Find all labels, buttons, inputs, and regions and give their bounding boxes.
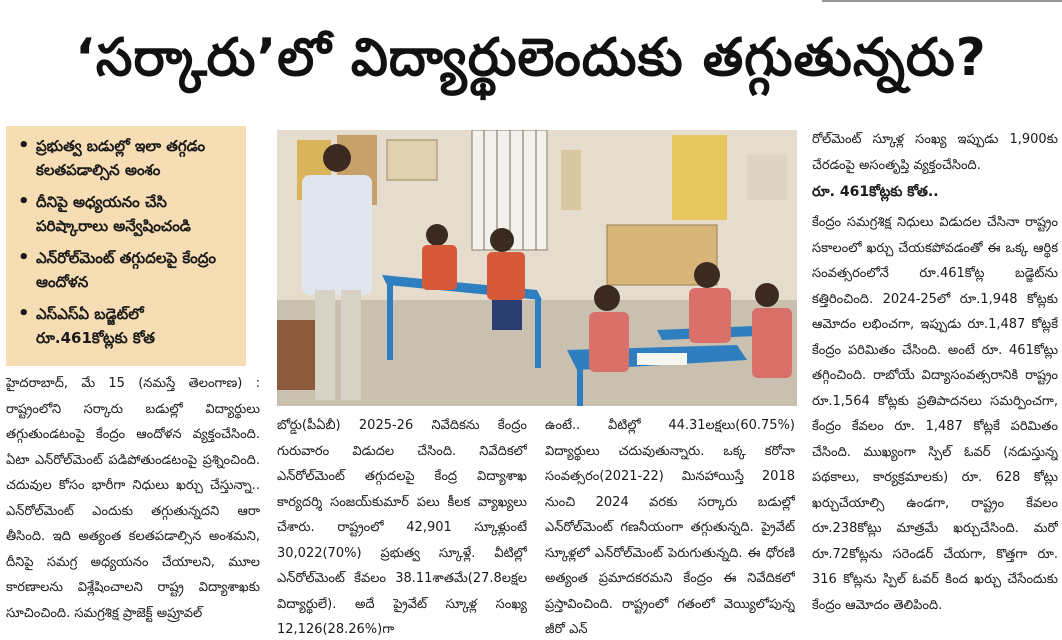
article-column-4-body xyxy=(812,210,1058,638)
article-column-2 xyxy=(277,413,527,639)
highlight-text: ఎన్‌రోల్‌మెంట్‌ తగ్గుదలపై కేంద్రం ఆందోళన xyxy=(36,249,216,291)
bullet-icon: • xyxy=(18,247,30,268)
bullet-icon: • xyxy=(18,191,30,212)
highlight-text: ప్రభుత్వ బడుల్లో ఇలా తగ్గడం కలతపడాల్సిన అంశం xyxy=(36,137,206,179)
highlights-box xyxy=(6,126,246,366)
classroom-photo xyxy=(277,130,797,406)
highlight-item xyxy=(16,134,238,182)
article-column-4-top xyxy=(812,127,1058,179)
article-column-3 xyxy=(545,413,795,639)
bullet-icon: • xyxy=(18,135,30,156)
highlight-item xyxy=(16,246,238,294)
article-paragraph: ఉంటే.. వీటిల్లో 44.31లక్షలు(60.75%) విద్యార్థులు చదువుతున్నారు. ఒక్క కరోనా సంవత్సరం(2021-22) మినహాయిస్తే 2018 నుంచి 2024 వరకు సర్కారు బడుల్లో ఎన్‌రోల్‌మెంట్‌ గణనీయంగా తగ్గుతున్నది. ప్రైవేట్‌ స్కూళ్లలో ఎన్‌రోల్‌మెంట్‌ పెరుగుతున్నది. ఈ ధోరణి అత్యంత ప్రమాదకరమని కేంద్రం ఈ నివేదికలో ప్రస్తావించింది. రాష్ట్రంలో గతంలో వెయ్యిలోపున్న జీరో ఎన్‌ xyxy=(545,418,795,637)
article-paragraph: హైదరాబాద్‌, మే 15 (నమస్తే తెలంగాణ) : రాష్ట్రంలోని సర్కారు బడుల్లో విద్యార్థులు తగ్గుతుండటంపై కేంద్రం ఆందోళన వ్యక్తంచేసింది. ఏటా ఎన్‌రోల్‌మెంట్‌ పడిపోతుండటంపై ప్రశ్నించింది. చదువుల కోసం భారీగా నిధులు ఖర్చు చేస్తున్నా.. ఎన్‌రోల్‌మెంట్‌ ఎందుకు తగ్గుతున్నదని ఆరా తీసింది. ఇది అత్యంత కలతపడాల్సిన అంశమని, దీనిపై సమగ్ర అధ్యయనం చేయాలని, మూల కారణాలను విశ్లేషించాలని రాష్ట్ర విద్యాశాఖకు సూచించింది. సమగ్రశిక్ష ప్రాజెక్ట్‌ అప్రూవల్‌ xyxy=(6,376,260,621)
article-paragraph: రోల్‌మెంట్‌ స్కూళ్ల సంఖ్య ఇప్పుడు 1,900కు చేరడంపై అసంతృప్తి వ్యక్తంచేసింది. xyxy=(812,132,1058,173)
article-column-1 xyxy=(6,371,260,639)
highlight-item xyxy=(16,302,238,350)
highlight-text: దీనిపై అధ్యయనం చేసి పరిష్కారాలు అన్వేషించండి xyxy=(36,193,191,235)
headline: ‘సర్కారు’లో విద్యార్థులెందుకు తగ్గుతున్నరు? xyxy=(75,28,987,88)
highlight-text: ఎస్‌ఎస్‌ఏ బడ్జెట్‌లో రూ.461కోట్లకు కోత xyxy=(36,305,155,347)
article-paragraph: కేంద్రం సమగ్రశిక్ష నిధులు విడుదల చేసినా రాష్ట్రం సకాలంలో ఖర్చు చేయకపోవడంతో ఈ ఒక్క ఆర్థిక సంవత్సరంలోనే రూ.461కోట్ల బడ్జెట్‌ను కత్తిరించింది. 2024-25లో రూ.1,948 కోట్లకు ఆమోదం లభించగా, ఇప్పుడు రూ.1,487 కోట్లకే కేంద్రం పరిమితం చేసింది. అంటే రూ. 461కోట్లు తగ్గించింది. రాబోయే విద్యాసంవత్సరానికి రాష్ట్రం రూ.1,564 కోట్లకు ప్రతిపాదనలు సమర్పించగా, కేంద్రం కేవలం రూ. 1,487 కోట్లకే పరిమితం చేసింది. ముఖ్యంగా స్పిల్‌ ఓవర్‌ (నడుస్తున్న పథకాలు, కార్యక్రమాలకు) రూ. 628 కోట్లు ఖర్చుచేయాల్సి ఉండగా, రాష్ట్రం కేవలం రూ.238కోట్లు మాత్రమే ఖర్చుచేసింది. మరో రూ.72కోట్లను సరెండర్‌ చేయగా, కొత్తగా రూ. 316 కోట్లను స్పిల్‌ ఓవర్‌ కింద ఖర్చు చేసేందుకు కేంద్రం ఆమోదం తెలిపింది. xyxy=(812,215,1058,613)
classroom-illustration xyxy=(277,130,797,406)
section-subheading: రూ. 461కోట్లకు కోత.. xyxy=(812,184,939,200)
highlight-item xyxy=(16,190,238,238)
article-paragraph: బోర్డు(పీఏబీ) 2025-26 నివేదికను కేంద్రం గురువారం విడుదల చేసింది. నివేదికలో ఎన్‌రోల్‌మెంట్‌ తగ్గుదలపై కేంద్ర విద్యాశాఖ కార్యదర్శి సంజయ్‌కుమార్‌ పలు కీలక వ్యాఖ్యలు చేశారు. రాష్ట్రంలో 42,901 స్కూళ్లుంటే 30,022(70%) ప్రభుత్వ స్కూళ్లే. వీటిల్లో ఎన్‌రోల్‌మెంట్‌ కేవలం 38.11శాతమే(27.8లక్షల విద్యార్థులే). అదే ప్రైవేట్‌ స్కూళ్ల సంఖ్య 12,126(28.26%)గా xyxy=(277,418,527,637)
bullet-icon: • xyxy=(18,303,30,324)
top-rule xyxy=(822,0,1062,2)
